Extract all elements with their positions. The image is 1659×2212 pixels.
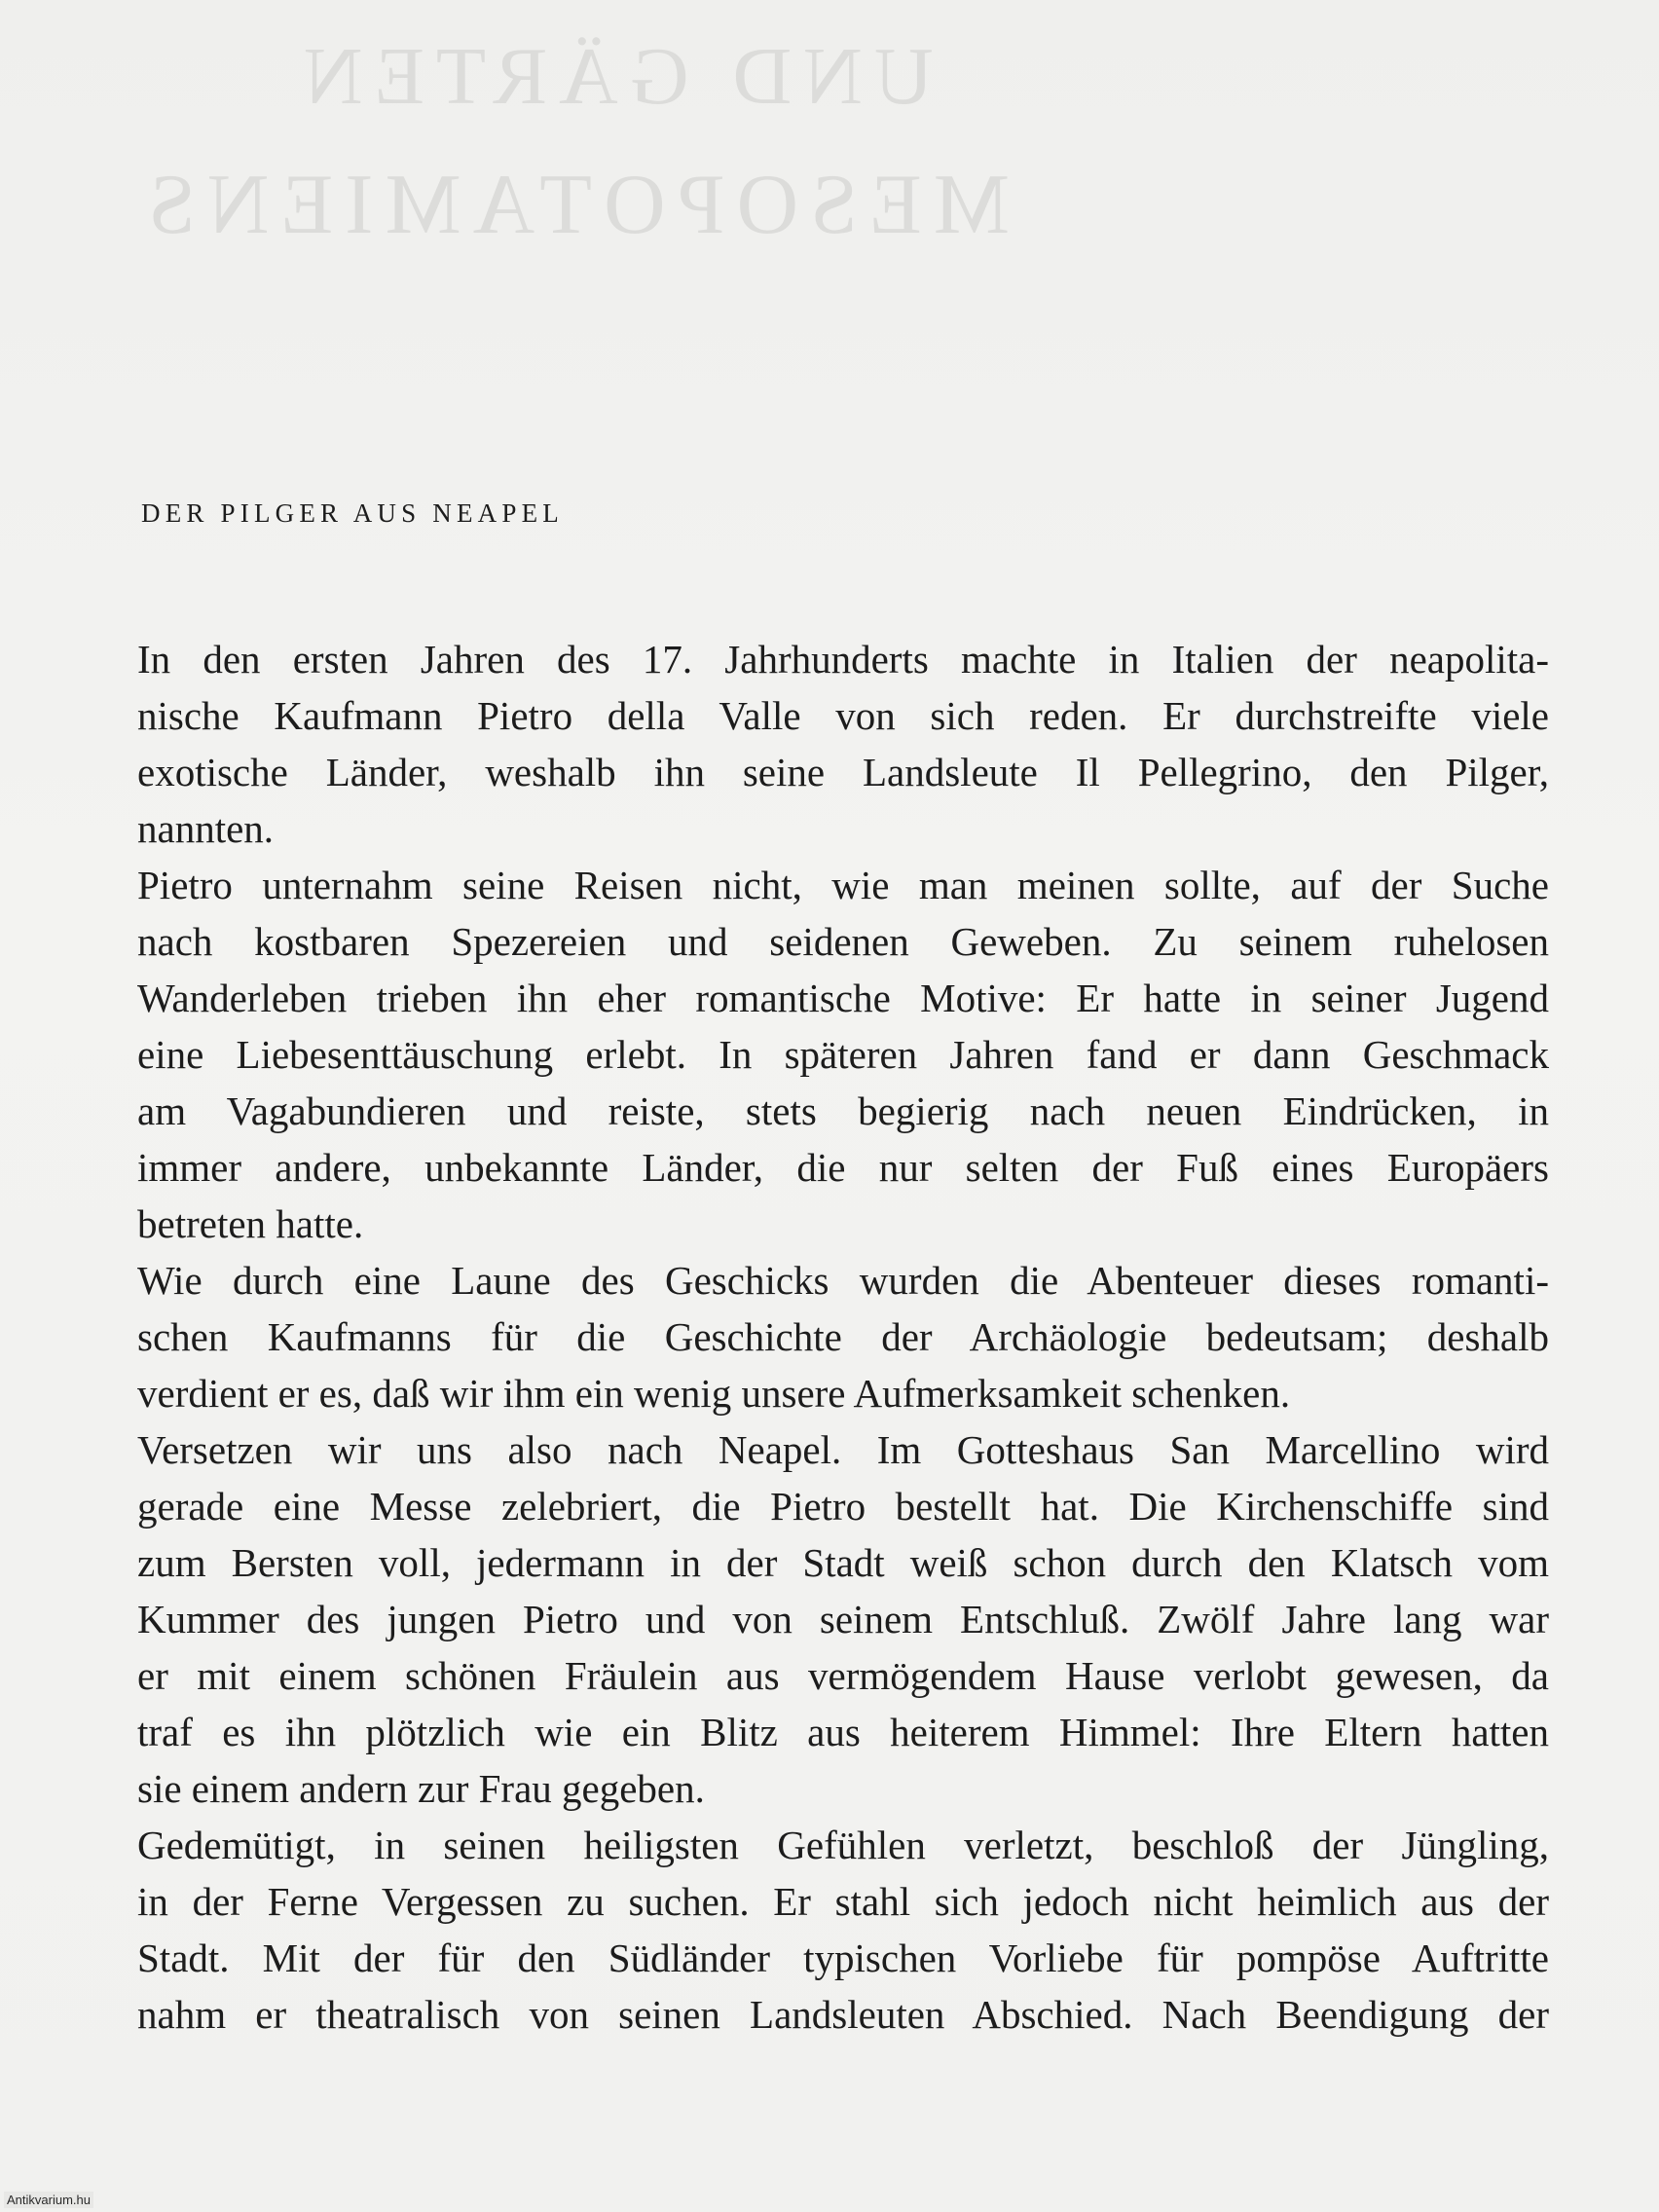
text-line: exotische Länder, weshalb ihn seine Landsleute Il Pellegrino, den Pilger, [137, 750, 1549, 794]
text-line: immer andere, unbekannte Länder, die nur selten der Fuß eines Europäers [137, 1145, 1549, 1190]
text-line: Versetzen wir uns also nach Neapel. Im Gotteshaus San Marcellino wird [137, 1427, 1549, 1472]
text-line: schen Kaufmanns für die Geschichte der Archäologie bedeutsam; deshalb [137, 1314, 1549, 1359]
text-line: am Vagabundieren und reiste, stets begierig nach neuen Eindrücken, in [137, 1088, 1549, 1133]
text-line: gerade eine Messe zelebriert, die Pietro bestellt hat. Die Kirchenschiffe sind [137, 1484, 1549, 1529]
text-line: Wie durch eine Laune des Geschicks wurden die Abenteuer dieses romanti- [137, 1258, 1549, 1303]
text-line: nannten. [137, 806, 275, 851]
text-line: eine Liebesenttäuschung erlebt. In späteren Jahren fand er dann Geschmack [137, 1032, 1549, 1077]
text-line: verdient er es, daß wir ihm ein wenig unsere Aufmerksamkeit schenken. [137, 1371, 1291, 1416]
bleed-through-text-line-2: MESOPOTAMIENS [136, 158, 1011, 252]
section-heading: DER PILGER AUS NEAPEL [141, 498, 564, 528]
text-line: nahm er theatralisch von seinen Landsleuten Abschied. Nach Beendigung der [137, 1992, 1549, 2037]
text-line: zum Bersten voll, jedermann in der Stadt weiß schon durch den Klatsch vom [137, 1540, 1549, 1585]
text-line: Kummer des jungen Pietro und von seinem Entschluß. Zwölf Jahre lang war [137, 1597, 1549, 1641]
text-line: Stadt. Mit der für den Südländer typischen Vorliebe für pompöse Auftritte [137, 1936, 1549, 1980]
text-line: in der Ferne Vergessen zu suchen. Er stahl sich jedoch nicht heimlich aus der [137, 1879, 1549, 1924]
text-line: nach kostbaren Spezereien und seidenen Geweben. Zu seinem ruhelosen [137, 919, 1549, 964]
bleed-through-text-line-1: UND GÄRTEN [292, 31, 934, 122]
body-text [137, 631, 1549, 2043]
text-line: er mit einem schönen Fräulein aus vermögendem Hause verlobt gewesen, da [137, 1653, 1549, 1698]
watermark: Antikvarium.hu [4, 2192, 93, 2208]
text-line: Gedemütigt, in seinen heiligsten Gefühlen verletzt, beschloß der Jüngling, [137, 1823, 1549, 1867]
text-line: Wanderleben trieben ihn eher romantische Motive: Er hatte in seiner Jugend [137, 976, 1549, 1020]
text-line: sie einem andern zur Frau gegeben. [137, 1766, 705, 1811]
text-line: traf es ihn plötzlich wie ein Blitz aus heiterem Himmel: Ihre Eltern hatten [137, 1710, 1549, 1754]
text-line: nische Kaufmann Pietro della Valle von sich reden. Er durchstreifte viele [137, 693, 1549, 738]
text-line: Pietro unternahm seine Reisen nicht, wie man meinen sollte, auf der Suche [137, 863, 1549, 907]
text-line: In den ersten Jahren des 17. Jahrhunderts machte in Italien der neapolita- [137, 637, 1549, 682]
text-line: betreten hatte. [137, 1201, 364, 1246]
